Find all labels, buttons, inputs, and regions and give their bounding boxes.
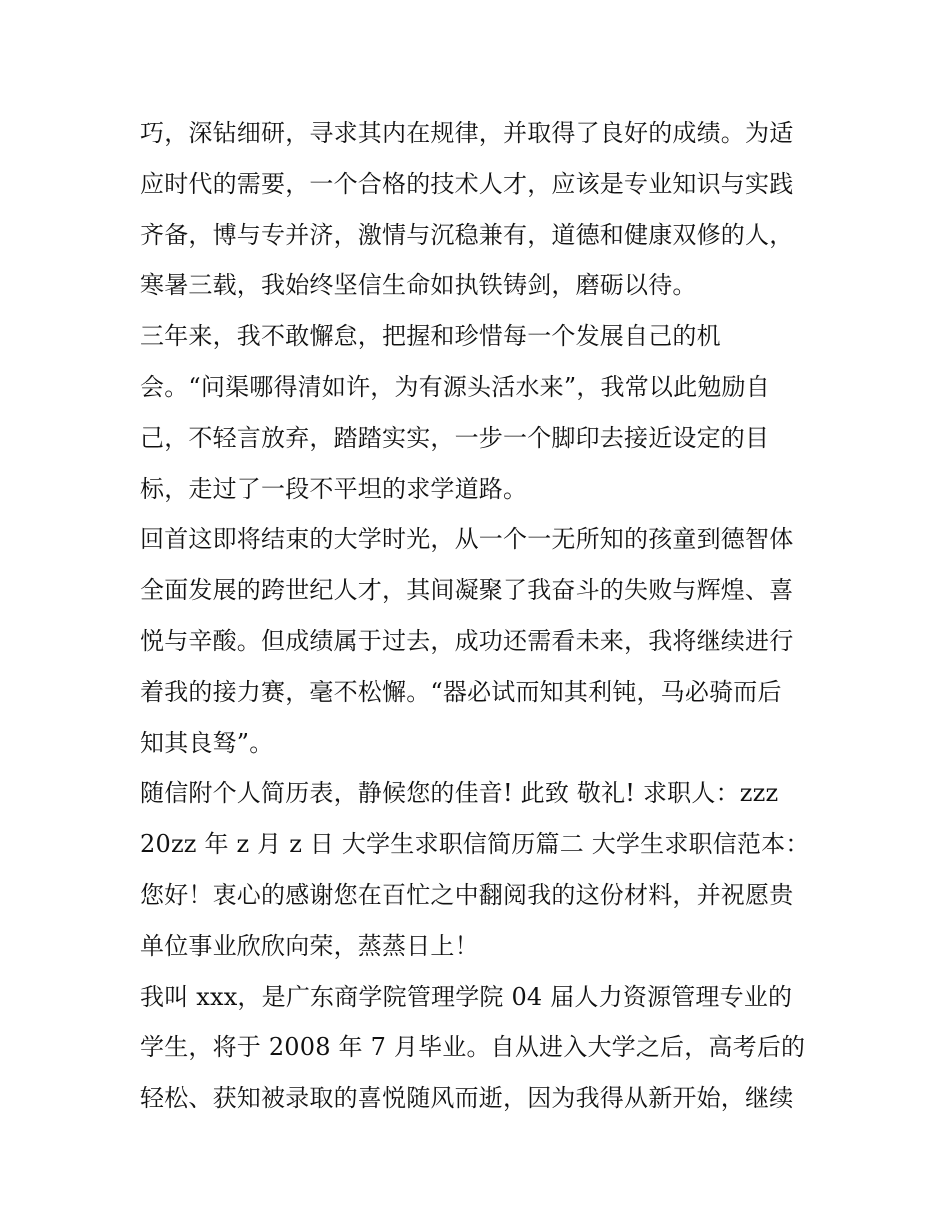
text-line: 标，走过了一段不平坦的求学道路。 — [140, 474, 528, 503]
text-line: 巧，深钻细研，寻求其内在规律，并取得了良好的成绩。为适 — [140, 119, 794, 147]
letter-body — [140, 108, 830, 1124]
text-line: 知其良驽”。 — [140, 728, 274, 757]
text-line: 我叫 xxx，是广东商学院管理学院 04 届人力资源管理专业的 — [140, 982, 793, 1011]
text-line: 20zz 年 z 月 z 日 大学生求职信简历篇二 大学生求职信范本： — [140, 830, 810, 859]
text-line: 己，不轻言放弃，踏踏实实，一步一个脚印去接近设定的目 — [140, 423, 770, 452]
text-line: 全面发展的跨世纪人才，其间凝聚了我奋斗的失败与辉煌、喜 — [140, 576, 794, 605]
text-line: 会。“问渠哪得清如许，为有源头活水来”，我常以此勉励自 — [140, 372, 770, 401]
text-line: 应时代的需要，一个合格的技术人才，应该是专业知识与实践 — [140, 169, 794, 198]
text-line: 轻松、获知被录取的喜悦随风而逝，因为我得从新开始，继续 — [140, 1084, 794, 1113]
text-line: 着我的接力赛，毫不松懈。“器必试而知其利钝，马必骑而后 — [140, 677, 782, 706]
text-line: 学生，将于 2008 年 7 月毕业。自从进入大学之后，高考后的 — [140, 1033, 806, 1062]
text-line: 齐备，博与专并济，激情与沉稳兼有，道德和健康双修的人， — [140, 220, 794, 249]
text-line: 三年来，我不敢懈怠，把握和珍惜每一个发展自己的机 — [140, 322, 721, 351]
text-line: 您好！衷心的感谢您在百忙之中翻阅我的这份材料，并祝愿贵 — [140, 880, 794, 909]
text-line: 寒暑三载，我始终坚信生命如执铁铸剑，磨砺以待。 — [140, 271, 697, 300]
text-line: 随信附个人简历表，静候您的佳音! 此致 敬礼! 求职人：zzz — [140, 779, 779, 808]
text-line: 悦与辛酸。但成绩属于过去，成功还需看未来，我将继续进行 — [140, 626, 794, 655]
text-line: 单位事业欣欣向荣，蒸蒸日上！ — [140, 931, 479, 960]
text-line: 回首这即将结束的大学时光，从一个一无所知的孩童到德智体 — [140, 525, 794, 554]
